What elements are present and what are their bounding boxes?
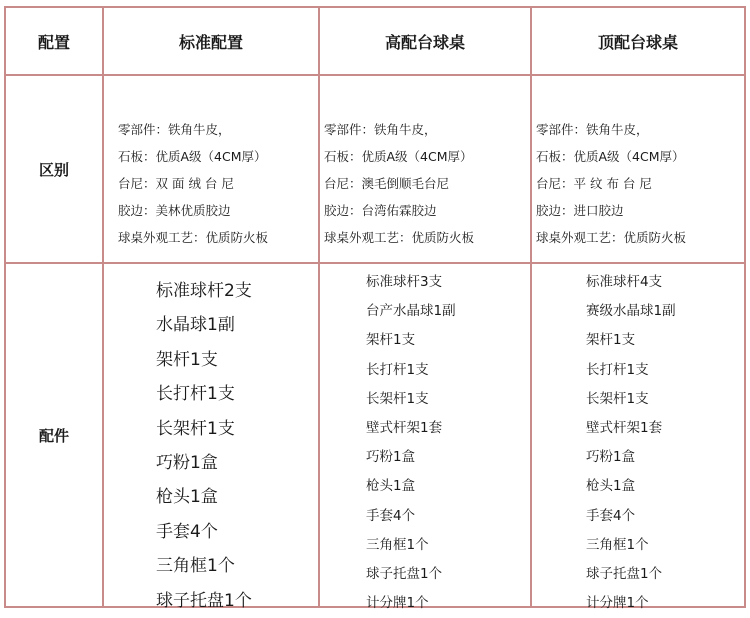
accessory-item: 壁式杆架1套 <box>366 420 443 437</box>
accessory-item: 巧粉1盒 <box>156 453 218 474</box>
accessories-standard <box>104 264 318 611</box>
difference-line: 石板：优质A级（4CM厚） <box>536 149 685 164</box>
accessory-item: 标准球杆4支 <box>586 274 663 290</box>
header-top: 顶配台球桌 <box>597 32 678 52</box>
accessory-item: 架杆1支 <box>586 332 636 349</box>
accessory-item: 球子托盘1个 <box>366 566 443 583</box>
accessory-item: 长架杆1支 <box>156 418 235 439</box>
accessory-item: 标准球杆2支 <box>156 281 252 301</box>
accessory-item: 三角框1个 <box>156 556 235 577</box>
accessory-item: 三角框1个 <box>366 536 429 553</box>
difference-line: 胶边：美林优质胶边 <box>118 203 231 218</box>
accessory-item: 长架杆1支 <box>586 390 649 407</box>
column-divider <box>318 8 320 606</box>
difference-line: 胶边：台湾佑霖胶边 <box>324 203 437 218</box>
accessories-high <box>366 264 530 612</box>
difference-line: 零部件：铁角牛皮， <box>536 122 649 137</box>
difference-standard <box>118 76 318 262</box>
accessory-item: 计分牌1个 <box>366 595 429 612</box>
difference-line: 台尼：双 面 绒 台 尼 <box>118 176 234 191</box>
difference-line: 石板：优质A级（4CM厚） <box>118 149 267 164</box>
accessory-item: 三角框1个 <box>586 536 649 553</box>
accessory-item: 枪头1盒 <box>366 478 416 495</box>
accessory-item: 长打杆1支 <box>156 384 235 405</box>
accessory-item: 台产水晶球1副 <box>366 303 456 320</box>
column-divider <box>530 8 532 606</box>
accessory-item: 球子托盘1个 <box>156 590 252 611</box>
difference-top <box>536 76 744 262</box>
difference-line: 胶边：进口胶边 <box>536 203 624 218</box>
accessory-item: 巧粉1盒 <box>586 449 636 466</box>
header-standard: 标准配置 <box>178 32 243 52</box>
accessories-top <box>586 264 744 612</box>
difference-line: 球桌外观工艺：优质防火板 <box>118 230 269 245</box>
row-label-difference: 区别 <box>38 160 69 179</box>
accessory-item: 标准球杆3支 <box>366 274 443 290</box>
difference-line: 石板：优质A级（4CM厚） <box>324 149 473 164</box>
accessory-item: 手套4个 <box>586 507 636 524</box>
difference-line: 零部件：铁角牛皮， <box>324 122 437 137</box>
accessory-item: 枪头1盒 <box>586 478 636 495</box>
difference-line: 球桌外观工艺：优质防火板 <box>536 230 687 245</box>
accessory-item: 球子托盘1个 <box>586 566 663 583</box>
row-label-accessories: 配件 <box>38 426 69 445</box>
difference-line: 台尼：澳毛倒顺毛台尼 <box>324 176 450 191</box>
accessory-item: 架杆1支 <box>156 349 218 370</box>
accessory-item: 枪头1盒 <box>156 487 218 508</box>
comparison-table <box>4 6 746 612</box>
accessory-item: 架杆1支 <box>366 332 416 349</box>
header-config: 配置 <box>37 32 70 52</box>
accessory-item: 水晶球1副 <box>156 315 235 336</box>
difference-line: 球桌外观工艺：优质防火板 <box>324 230 475 245</box>
accessory-item: 长架杆1支 <box>366 390 429 407</box>
header-high: 高配台球桌 <box>384 32 465 52</box>
accessory-item: 壁式杆架1套 <box>586 420 663 437</box>
accessory-item: 手套4个 <box>156 521 218 542</box>
difference-high <box>324 76 530 262</box>
accessory-item: 长打杆1支 <box>366 361 429 378</box>
difference-line: 台尼：平 纹 布 台 尼 <box>536 176 652 191</box>
accessory-item: 计分牌1个 <box>586 595 649 612</box>
accessory-item: 赛级水晶球1副 <box>586 303 676 320</box>
accessory-item: 长打杆1支 <box>586 361 649 378</box>
difference-line: 零部件：铁角牛皮， <box>118 122 231 137</box>
accessory-item: 巧粉1盒 <box>366 449 416 466</box>
accessory-item: 手套4个 <box>366 507 416 524</box>
